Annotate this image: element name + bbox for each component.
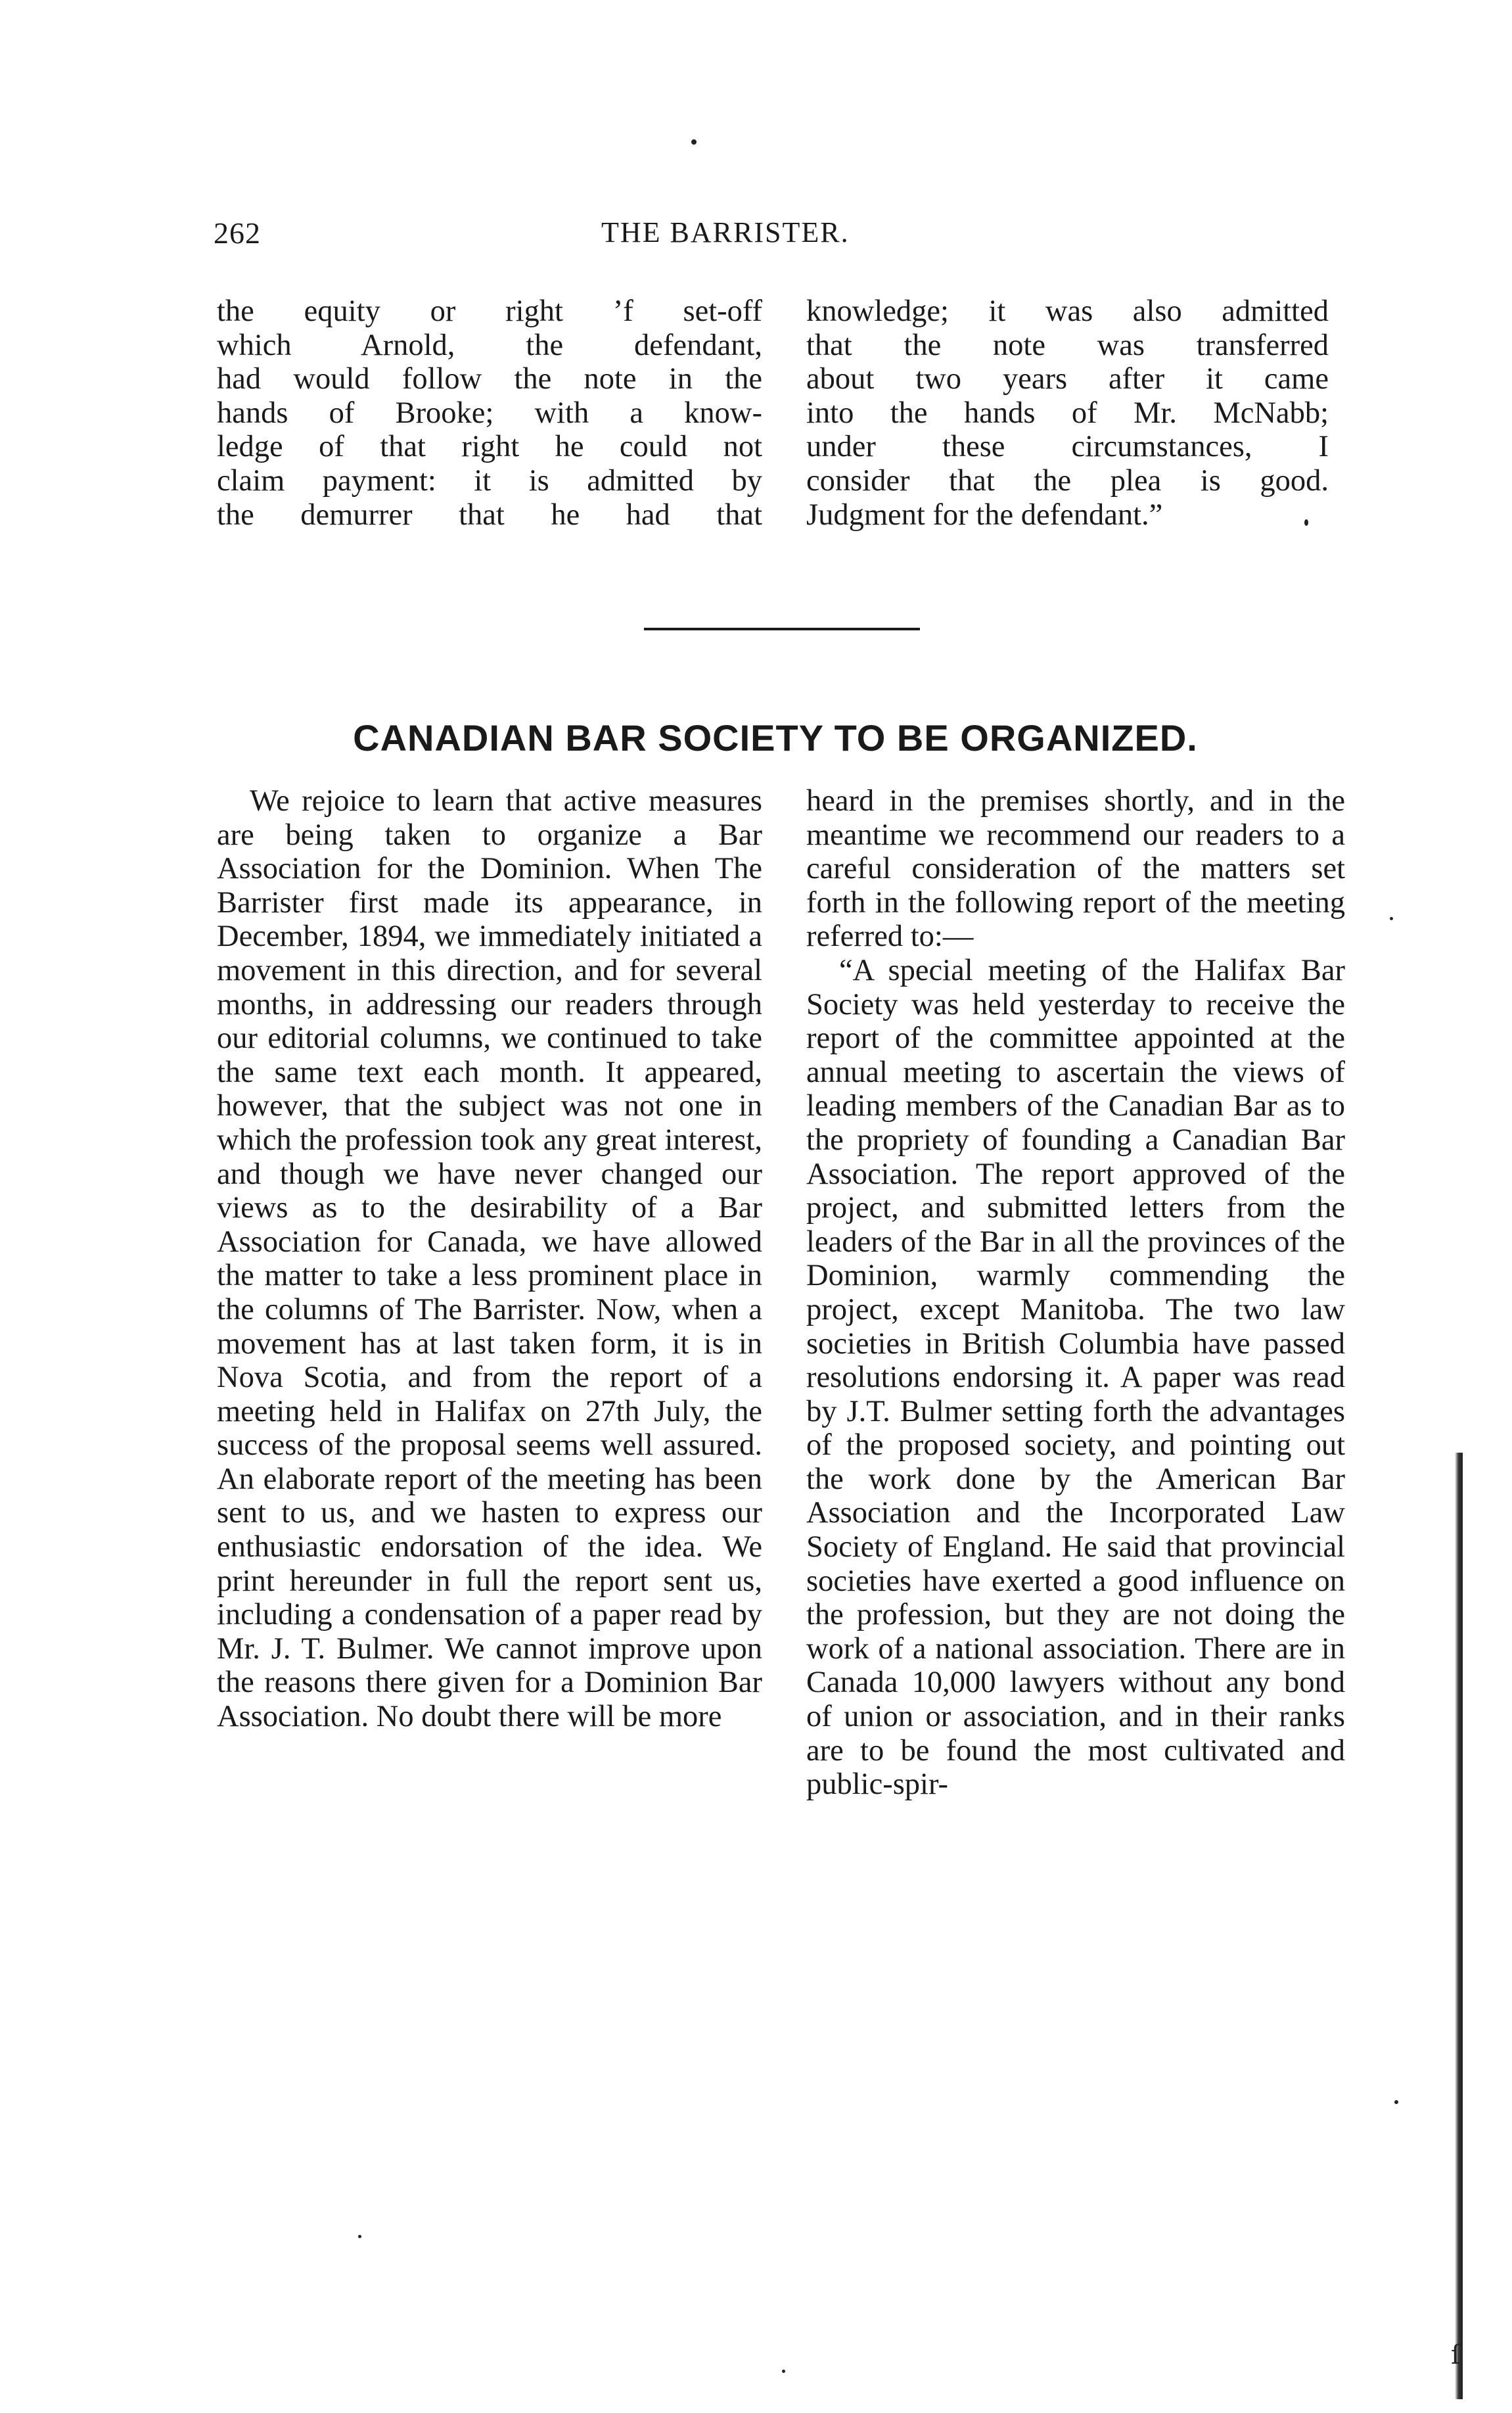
article-left-column (217, 784, 762, 1734)
scan-speck (1394, 2100, 1398, 2104)
scan-speck (1390, 917, 1393, 920)
scan-speck (1304, 519, 1308, 526)
text-line: knowledge; it was also admitted (806, 294, 1329, 328)
text-line: hands of Brooke; with a know- (217, 396, 762, 430)
article-heading: CANADIAN BAR SOCIETY TO BE ORGANIZED. (353, 717, 1198, 759)
page-number: 262 (214, 216, 261, 250)
text-line: which Arnold, the defendant, (217, 328, 762, 362)
article-paragraph: We rejoice to learn that active measures are being taken to organize a Bar Association for the Dominion. When The Barrister first made its appearance, in December, 1894, we immediately initiated a movement in this direction, and for several months, in addressing our readers through our editorial columns, we continued to take the same text each month. It appeared, however, that the subject was not one in which the profession took any great interest, and though we have never changed our views as to the desirability of a Bar Association for Canada, we have allowed the matter to take a less prominent place in the columns of The Barrister. Now, when a movement has at last taken form, it is in Nova Scotia, and from the report of a meeting held in Halifax on 27th July, the success of the proposal seems well assured. An elaborate report of the meeting has been sent to us, and we hasten to express our enthusiastic endorsation of the idea. We print hereunder in full the report sent us, including a condensation of a paper read by Mr. J. T. Bulmer. We cannot improve upon the reasons there given for a Dominion Bar Association. No doubt there will be more (217, 784, 762, 1734)
text-line: claim payment: it is admitted by (217, 463, 762, 498)
text-line: under these circumstances, I (806, 430, 1329, 464)
article-paragraph: heard in the premises shortly, and in the meantime we recommend our readers to a careful consideration of the matters set forth in the following report of the meeting referred to:— (806, 784, 1345, 954)
text-line: ledge of that right he could not (217, 430, 762, 464)
article-right-column (806, 784, 1345, 1802)
text-line: the demurrer that he had that (217, 498, 762, 532)
article-paragraph: “A special meeting of the Halifax Bar Society was held yesterday to receive the report of the committee appointed at the annual meeting to ascertain the views of leading members of the Canadian Bar as to the propriety of founding a Canadian Bar Association. The report approved of the project, and submitted letters from the leaders of the Bar in all the provinces of the Dominion, warmly commending the project, except Manitoba. The two law societies in British Columbia have passed resolutions endorsing it. A paper was read by J.T. Bulmer setting forth the advantages of the proposed society, and pointing out the work done by the American Bar Association and the Incorporated Law Society of England. He said that provincial societies have exerted a good influence on the profession, but they are not doing the work of a national association. There are in Canada 10,000 lawyers without any bond of union or association, and in their ranks are to be found the most cultivated and public-spir- (806, 953, 1345, 1802)
page-edge-mark: ſ (1451, 2340, 1461, 2370)
text-line: consider that the plea is good. (806, 463, 1329, 498)
running-title: THE BARRISTER. (601, 216, 850, 248)
scan-speck (782, 2370, 785, 2373)
text-line: had would follow the note in the (217, 362, 762, 396)
text-line: the equity or right ʼf set-off (217, 294, 762, 328)
text-line: Judgment for the defendant.” (806, 498, 1163, 532)
text-line: into the hands of Mr. McNabb; (806, 396, 1329, 430)
text-line: that the note was transferred (806, 328, 1329, 362)
section-divider-rule (644, 628, 920, 630)
scan-speck (358, 2235, 361, 2238)
text-line: about two years after it came (806, 362, 1329, 396)
previous-article-right-column (806, 294, 1329, 532)
previous-article-left-column (217, 294, 762, 532)
scan-speck (691, 139, 697, 145)
page-header (214, 210, 1285, 256)
page-edge-shadow (1455, 1453, 1463, 2399)
